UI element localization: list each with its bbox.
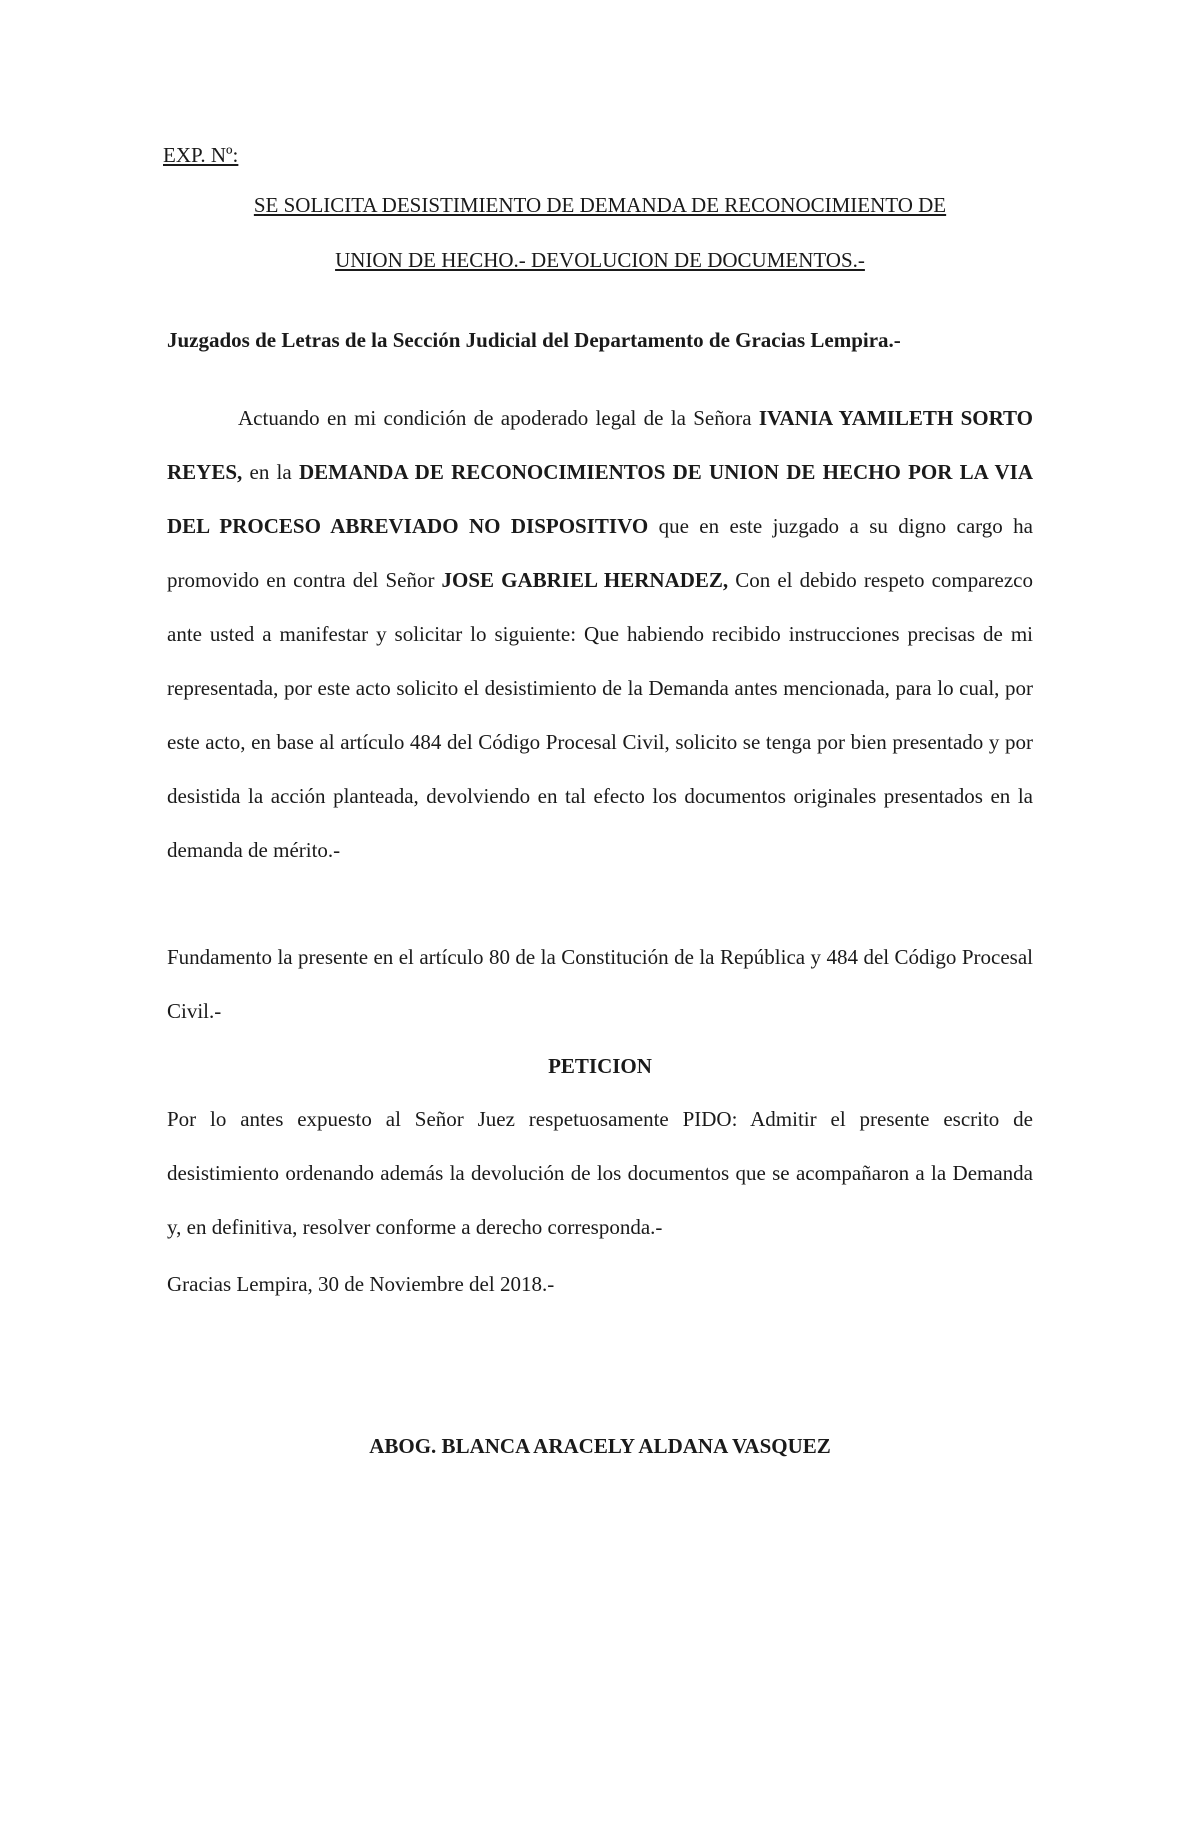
signature-name: ABOG. BLANCA ARACELY ALDANA VASQUEZ (369, 1434, 831, 1458)
demand-name: DEMANDA DE RECONOCIMIENTOS DE UNION DE HECHO POR LA VIA DEL PROCESO ABREVIADO NO DISPOSITIVO (167, 460, 1033, 538)
document-title-line-1: SE SOLICITA DESISTIMIENTO DE DEMANDA DE RECONOCIMIENTO DE (253, 193, 947, 217)
petition-heading: PETICION (548, 1054, 652, 1078)
date-line: Gracias Lempira, 30 de Noviembre del 2018.- (167, 1272, 555, 1296)
document-title-line-2: UNION DE HECHO.- DEVOLUCION DE DOCUMENTOS.- (335, 248, 865, 272)
mid-text: en la (242, 460, 299, 484)
exp-number-label: EXP. Nº: (163, 143, 239, 167)
client-name: IVANIA YAMILETH SORTO REYES, (167, 406, 1033, 484)
legal-basis-paragraph: Fundamento la presente en el artículo 80 de la Constitución de la República y 484 del Código Procesal Civil.- (167, 945, 1033, 1023)
mid-text-2: que en este juzgado a su digno cargo ha promovido en contra del Señor (167, 514, 1034, 592)
petition-paragraph: Por lo antes expuesto al Señor Juez respetuosamente PIDO: Admitir el presente escrito de desistimiento ordenando además la devolución de los documentos que se acompañaron a la Demanda y, en definitiva, resolver conforme a derecho corresponda.- (167, 1107, 1033, 1239)
court-addressee: Juzgados de Letras de la Sección Judicial del Departamento de Gracias Lempira.- (167, 328, 901, 352)
defendant-name: JOSE GABRIEL HERNADEZ, (441, 568, 729, 592)
main-paragraph (167, 391, 1033, 877)
intro-text: Actuando en mi condición de apoderado legal de la Señora (238, 406, 759, 430)
rest-text: Con el debido respeto comparezco ante usted a manifestar y solicitar lo siguiente: Que habiendo recibido instrucciones precisas de mi representada, por este acto solicito el desistimiento de la Demanda antes mencionada, para lo cual, por este acto, en base al artículo 484 del Código Procesal Civil, solicito se tenga por bien presentado y por desistida la acción planteada, devolviendo en tal efecto los documentos originales presentados en la demanda de mérito.- (167, 568, 1033, 862)
